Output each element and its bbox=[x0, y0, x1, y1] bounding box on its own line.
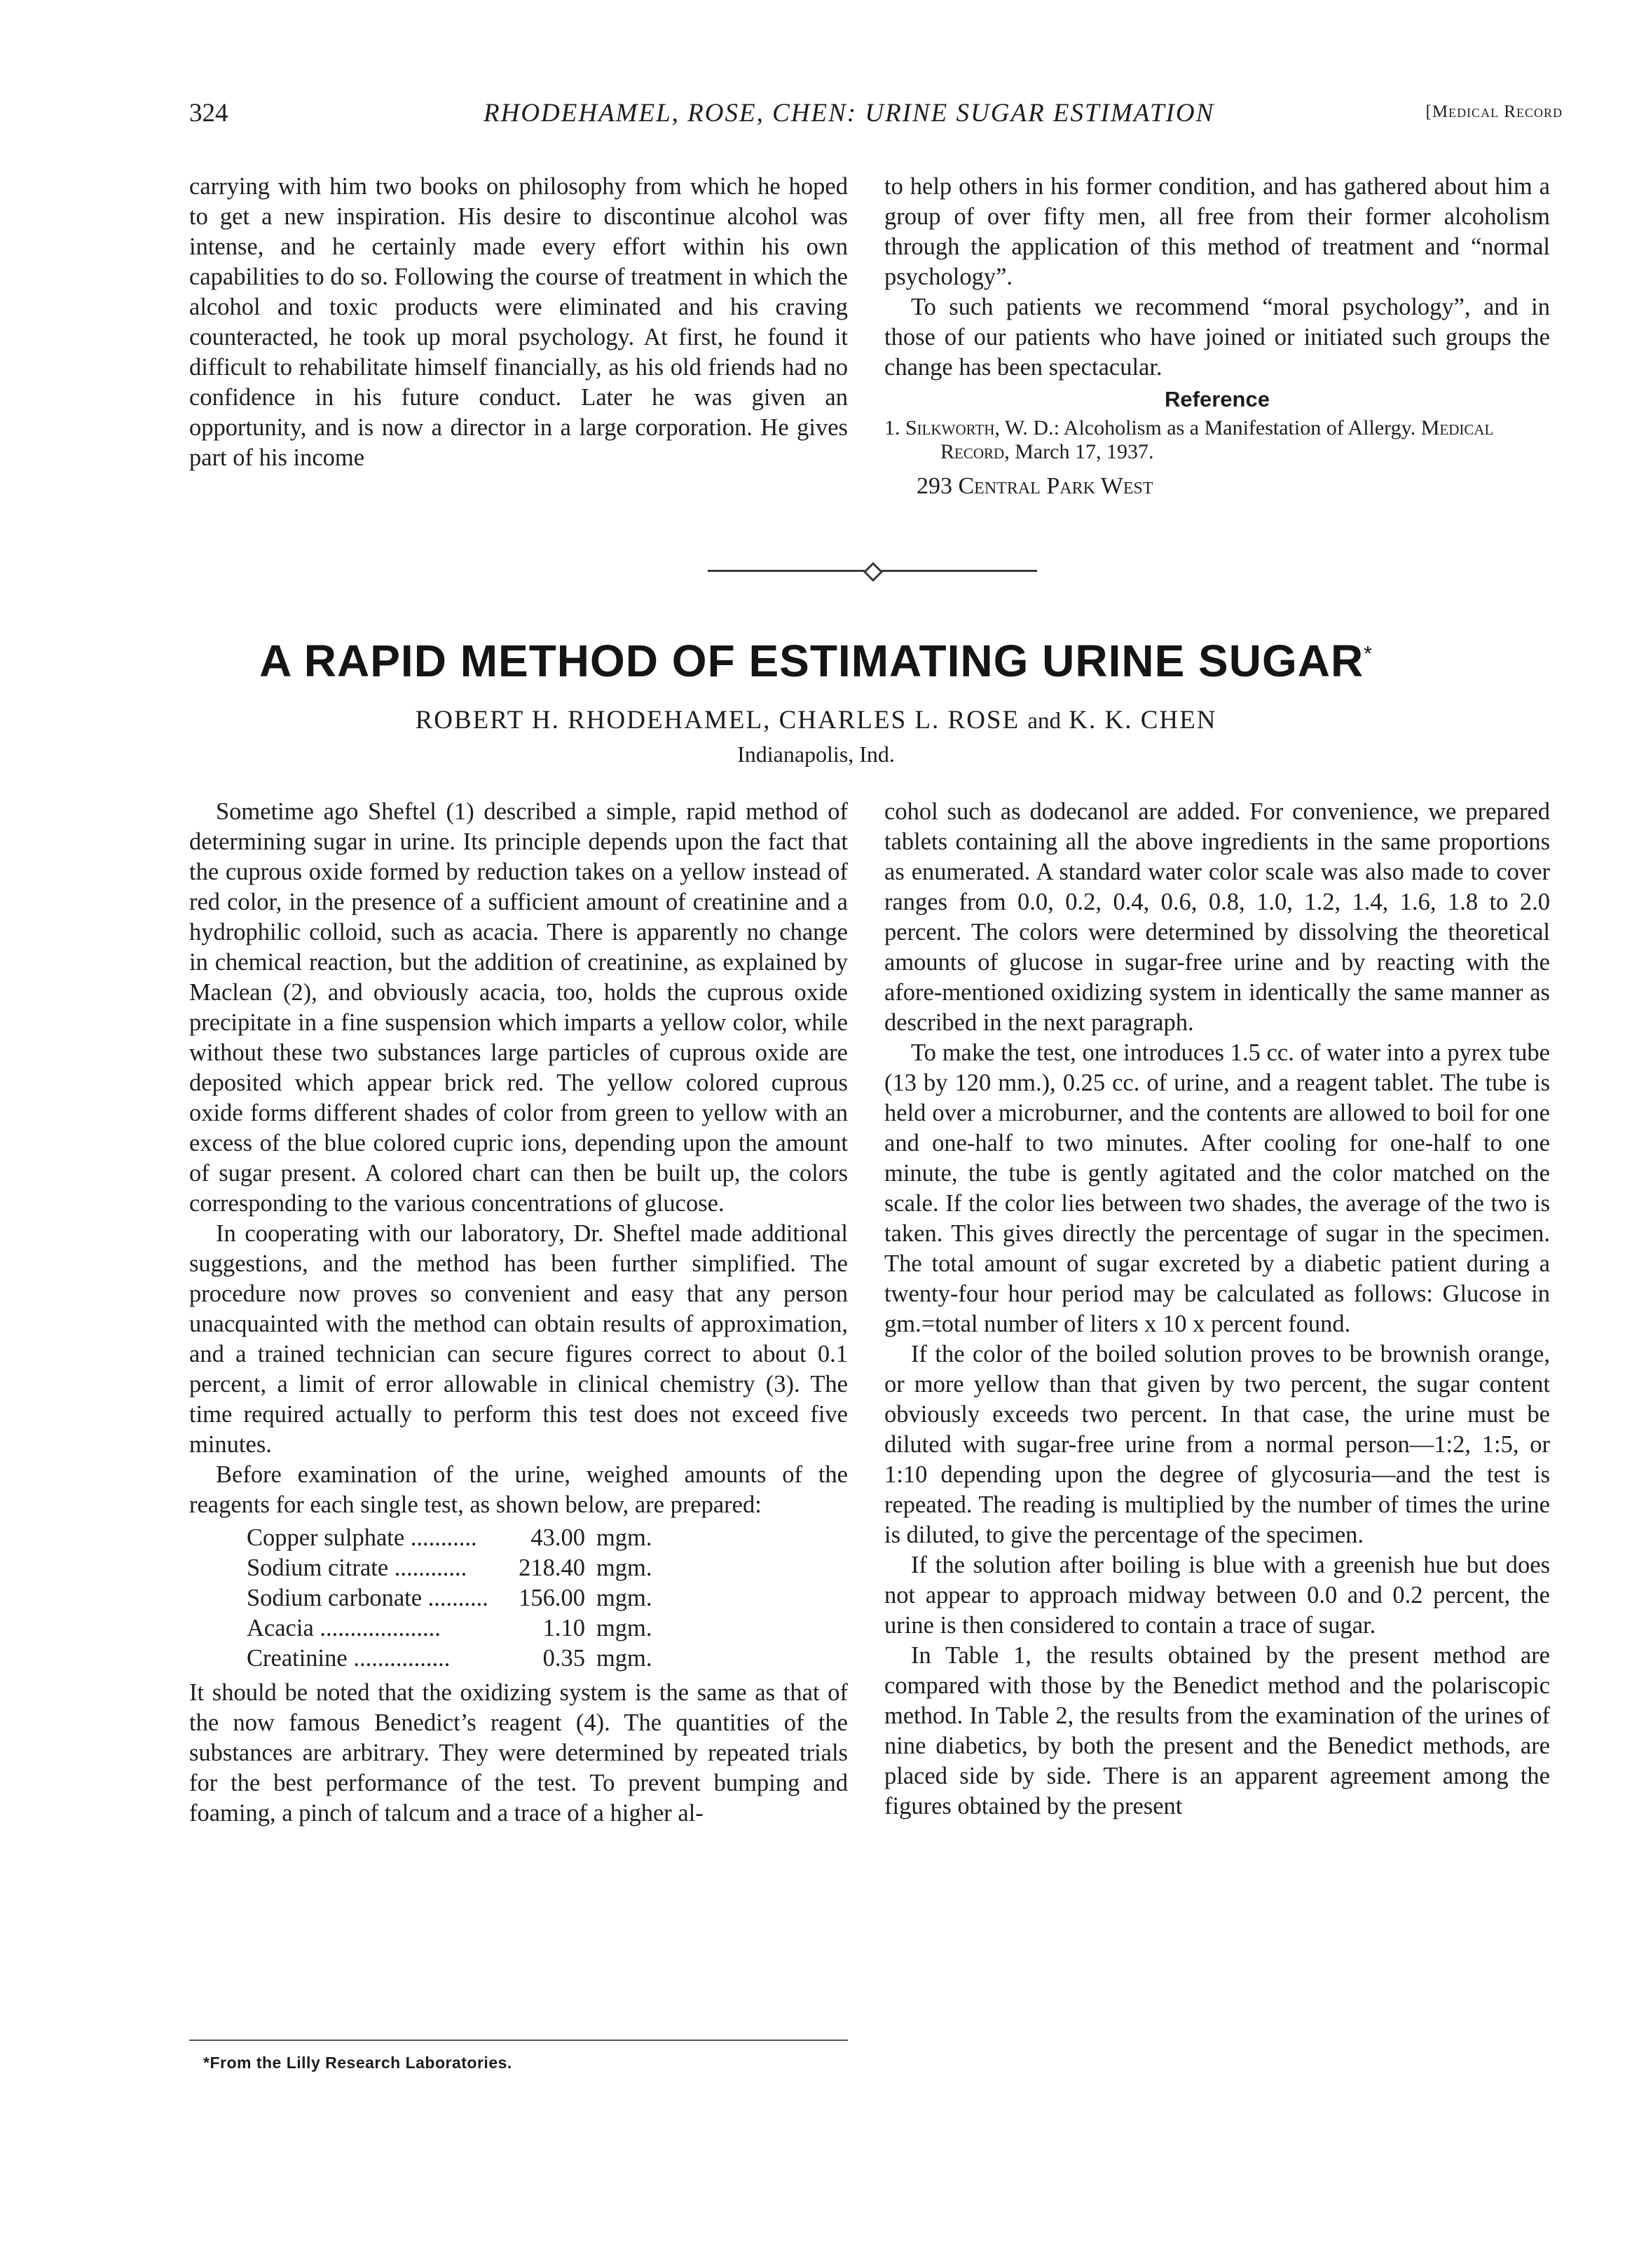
author-name: CHARLES L. ROSE bbox=[779, 706, 1020, 735]
running-title: RHODEHAMEL, ROSE, CHEN: URINE SUGAR ESTIMATION bbox=[484, 99, 1215, 128]
body-paragraph: To make the test, one introduces 1.5 cc. of water into a pyrex tube (13 by 120 mm.), 0.25 cc. of urine, and a reagent tablet. The tube is held over a microburner, and the contents are allowed to boil for one and one-half to two minutes. After cooling for one-half to one minute, the tube is gently agitated and the color matched on the scale. If the color lies between two shades, the average of the two is taken. This gives directly the percentage of sugar in the specimen. The total amount of sugar excreted by a diabetic patient during a twenty-four hour period may be calculated as follows: Glucose in gm.=total number of liters x 10 x percent found. bbox=[884, 1039, 1550, 1337]
reagent-unit: mgm. bbox=[596, 1615, 652, 1641]
previous-article-column-right bbox=[884, 172, 1550, 502]
article-column-right bbox=[884, 797, 1550, 1822]
reagent-name: Sodium carbonate .......... bbox=[247, 1585, 488, 1611]
reference-journal: Medical Record bbox=[940, 416, 1494, 463]
section-divider-ornament bbox=[708, 563, 1037, 578]
footnote: *From the Lilly Research Laboratories. bbox=[203, 2054, 512, 2072]
running-head bbox=[189, 98, 1563, 129]
reference-title: : Alcoholism as a Manifestation of Allergy. bbox=[1053, 416, 1416, 439]
body-paragraph: If the color of the boiled solution proves to be brownish orange, or more yellow than that given by two percent, the sugar content obviously exceeds two percent. In that case, the urine must be diluted with sugar-free urine from a normal person—1:2, 1:5, or 1:10 depending upon the degree of glycosuria—and the test is repeated. The reading is multiplied by the number of times the urine is diluted, to give the percentage of the specimen. bbox=[884, 1341, 1550, 1548]
body-paragraph: If the solution after boiling is blue with a greenish hue but does not appear to approach midway between 0.0 and 0.2 percent, the urine is then considered to contain a trace of sugar. bbox=[884, 1552, 1550, 1639]
previous-article-column-left bbox=[189, 172, 848, 473]
reference-number: 1. bbox=[884, 416, 900, 439]
author-conjunction: and bbox=[1027, 709, 1062, 734]
reagent-row bbox=[247, 1523, 652, 1553]
reference-heading: Reference bbox=[1165, 387, 1270, 411]
reference-date: , March 17, 1937. bbox=[1004, 440, 1154, 463]
reagent-unit: mgm. bbox=[596, 1645, 652, 1672]
reference-entry bbox=[884, 416, 1550, 464]
article-authors bbox=[0, 705, 1632, 735]
title-footnote-mark: * bbox=[1364, 642, 1373, 666]
reagent-row bbox=[247, 1583, 652, 1613]
author-name: K. K. CHEN bbox=[1069, 706, 1217, 735]
journal-name: [Medical Record bbox=[1425, 102, 1563, 121]
body-paragraph: In cooperating with our laboratory, Dr. Sheftel made additional suggestions, and the method has been further simplified. The procedure now proves so convenient and easy that any person unacquainted with the method can obtain results of approximation, and a trained technician can secure figures correct to about 0.1 percent, a limit of error allowable in clinical chemistry (3). The time required actually to perform this test does not exceed five minutes. bbox=[189, 1220, 848, 1458]
body-paragraph: It should be noted that the oxidizing system is the same as that of the now famous Benedict’s reagent (4). The quantities of the substances are arbitrary. They were determined by repeated trials for the best performance of the test. To prevent bumping and foaming, a pinch of talcum and a trace of a higher al- bbox=[189, 1679, 848, 1826]
previous-article-paragraph: To such patients we recommend “moral psychology”, and in those of our patients who have joined or initiated such groups the change has been spectacular. bbox=[884, 294, 1550, 381]
page-number: 324 bbox=[189, 99, 228, 128]
author-address: 293 Central Park West bbox=[917, 473, 1153, 499]
reagent-amount: 43.00 bbox=[530, 1524, 585, 1551]
reagents-table bbox=[247, 1523, 652, 1674]
reagent-amount: 218.40 bbox=[519, 1555, 585, 1581]
reagent-row bbox=[247, 1553, 652, 1583]
reagent-amount: 156.00 bbox=[519, 1585, 585, 1611]
reference-author: Silkworth, W. D. bbox=[905, 416, 1054, 439]
reagent-name: Copper sulphate ........... bbox=[247, 1524, 477, 1551]
article-location: Indianapolis, Ind. bbox=[737, 742, 895, 767]
body-paragraph: Sometime ago Sheftel (1) described a simple, rapid method of determining sugar in urine. Its principle depends upon the fact that the cuprous oxide formed by reduction takes on a yellow instead of red color, in the presence of a sufficient amount of creatinine and a hydrophilic colloid, such as acacia. There is apparently no change in chemical reaction, but the addition of creatinine, as explained by Maclean (2), and obviously acacia, too, holds the cuprous oxide precipitate in a fine suspension which imparts a yellow color, while without these two substances large particles of cuprous oxide are deposited which appear brick red. The yellow colored cuprous oxide forms different shades of color from green to yellow with an excess of the blue colored cupric ions, depending upon the amount of sugar present. A colored chart can then be built up, the colors corresponding to the various concentrations of glucose. bbox=[189, 798, 848, 1217]
reagent-amount: 1.10 bbox=[542, 1615, 585, 1641]
reagent-name: Sodium citrate ............ bbox=[247, 1555, 467, 1581]
previous-article-paragraph: carrying with him two books on philosophy from which he hoped to get a new inspiration. His desire to discontinue alcohol was intense, and he certainly made every effort within his own capabilities to do so. Following the course of treatment in which the alcohol and toxic products were eliminated and his craving counteracted, he took up moral psychology. At first, he found it difficult to rehabilitate himself financially, as his old friends had no confidence in his future conduct. Later he was given an opportunity, and is now a director in a large corporation. He gives part of his income bbox=[189, 173, 848, 471]
reagent-unit: mgm. bbox=[596, 1585, 652, 1611]
article-title-text: A RAPID METHOD OF ESTIMATING URINE SUGAR bbox=[259, 636, 1364, 686]
reagent-row bbox=[247, 1644, 652, 1674]
article-title bbox=[0, 635, 1632, 687]
reagent-name: Acacia .................... bbox=[247, 1615, 441, 1641]
footnote-rule bbox=[189, 2040, 848, 2041]
reagent-row bbox=[247, 1613, 652, 1644]
previous-article-paragraph: to help others in his former condition, and has gathered about him a group of over fifty men, all free from their former alcoholism through the application of this method of treatment and “normal psychology”. bbox=[884, 173, 1550, 290]
reagent-unit: mgm. bbox=[596, 1555, 652, 1581]
article-column-left bbox=[189, 797, 848, 1829]
body-paragraph: Before examination of the urine, weighed amounts of the reagents for each single test, as shown below, are prepared: bbox=[189, 1461, 848, 1518]
body-paragraph: In Table 1, the results obtained by the present method are compared with those by the Benedict method and the polariscopic method. In Table 2, the results from the examination of the urines of nine diabetics, by both the present and the Benedict methods, are placed side by side. There is an apparent agreement among the figures obtained by the present bbox=[884, 1642, 1550, 1819]
author-name: ROBERT H. RHODEHAMEL, bbox=[415, 706, 772, 735]
reagent-name: Creatinine ................ bbox=[247, 1645, 451, 1672]
reagent-unit: mgm. bbox=[596, 1524, 652, 1551]
body-paragraph: cohol such as dodecanol are added. For convenience, we prepared tablets containing all the above ingredients in the same proportions as enumerated. A standard water color scale was also made to cover ranges from 0.0, 0.2, 0.4, 0.6, 0.8, 1.0, 1.2, 1.4, 1.6, 1.8 to 2.0 percent. The colors were determined by dissolving the theoretical amounts of glucose in sugar-free urine and by reacting with the afore-mentioned oxidizing system in identically the same manner as described in the next paragraph. bbox=[884, 798, 1550, 1036]
reagent-amount: 0.35 bbox=[542, 1645, 585, 1672]
